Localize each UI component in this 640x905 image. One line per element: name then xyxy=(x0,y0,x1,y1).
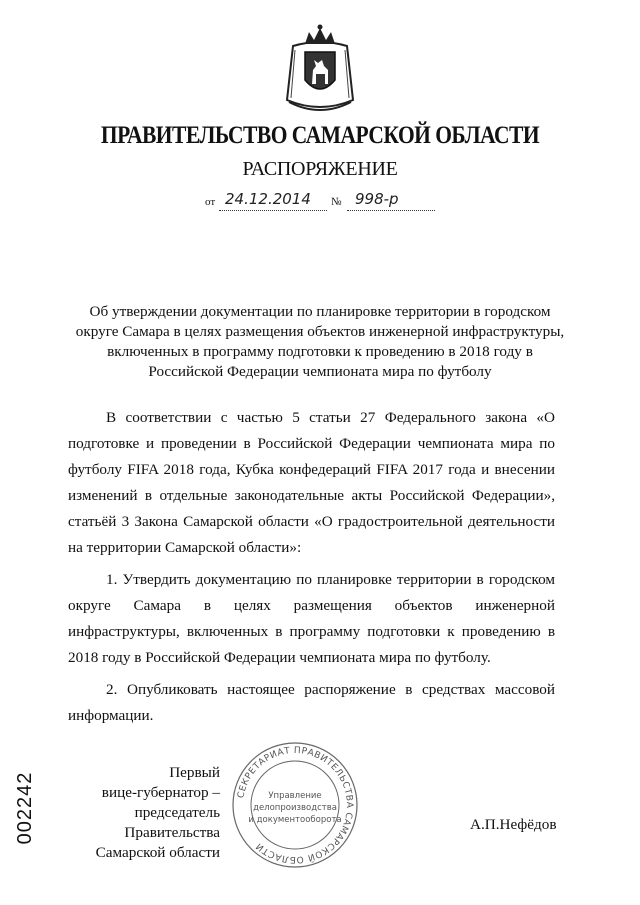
official-stamp xyxy=(230,740,360,870)
stamp-outer-text: СЕКРЕТАРИАТ ПРАВИТЕЛЬСТВА САМАРСКОЙ ОБЛАСТИ xyxy=(236,745,355,865)
organization-title: ПРАВИТЕЛЬСТВО САМАРСКОЙ ОБЛАСТИ xyxy=(100,122,540,149)
item-paragraph-1: 1. Утвердить документацию по планировке территории в городском округе Самара в целях размещения объектов инженерной инфраструктуры, включенных в программу подготовки к проведению в 2018 году в Российской Федерации чемпионата мира по футболу. xyxy=(68,571,555,666)
stamp-inner-line: и документооборота xyxy=(248,815,342,825)
signer-title-line: Первый xyxy=(169,764,220,781)
number-handwritten: 998-р xyxy=(355,190,399,208)
signer-title-line: председатель Правительства xyxy=(124,804,220,841)
number-prefix: № xyxy=(331,196,342,208)
document-subject: Об утверждении документации по планировке территории в городском округе Самара в целях размещения объектов инженерной инфраструктуры, включенных в программу подготовки к проведению в 2018 году в Российской Федерации чемпионата мира по футболу xyxy=(75,303,565,380)
date-number-line xyxy=(205,190,445,216)
document-type: РАСПОРЯЖЕНИЕ xyxy=(242,158,398,180)
date-handwritten: 24.12.2014 xyxy=(225,190,311,208)
registration-number: 002242 xyxy=(14,771,36,845)
item-paragraph-2: 2. Опубликовать настоящее распоряжение в средствах массовой информации. xyxy=(68,681,555,724)
signer-name: А.П.Нефёдов xyxy=(470,816,557,833)
stamp-inner-line: делопроизводства xyxy=(253,803,337,813)
preamble-paragraph: В соответствии с частью 5 статьи 27 Федерального закона «О подготовке и проведении в Российской Федерации чемпионата мира по футболу FIFA 2018 года, Кубка конфедераций FIFA 2017 года и внесении изменений в отдельные законодательные акты Российской Федерации», статьёй 3 Закона Самарской области «О градостроительной деятельности на территории Самарской области»: xyxy=(68,409,555,556)
document-body xyxy=(68,405,555,729)
coat-of-arms-emblem xyxy=(283,22,357,114)
signer-title-line: Самарской области xyxy=(95,844,220,861)
stamp-inner-line: Управление xyxy=(268,791,322,801)
signer-title xyxy=(60,763,220,863)
date-prefix: от xyxy=(205,196,216,208)
signer-title-line: вице-губернатор – xyxy=(101,784,220,801)
